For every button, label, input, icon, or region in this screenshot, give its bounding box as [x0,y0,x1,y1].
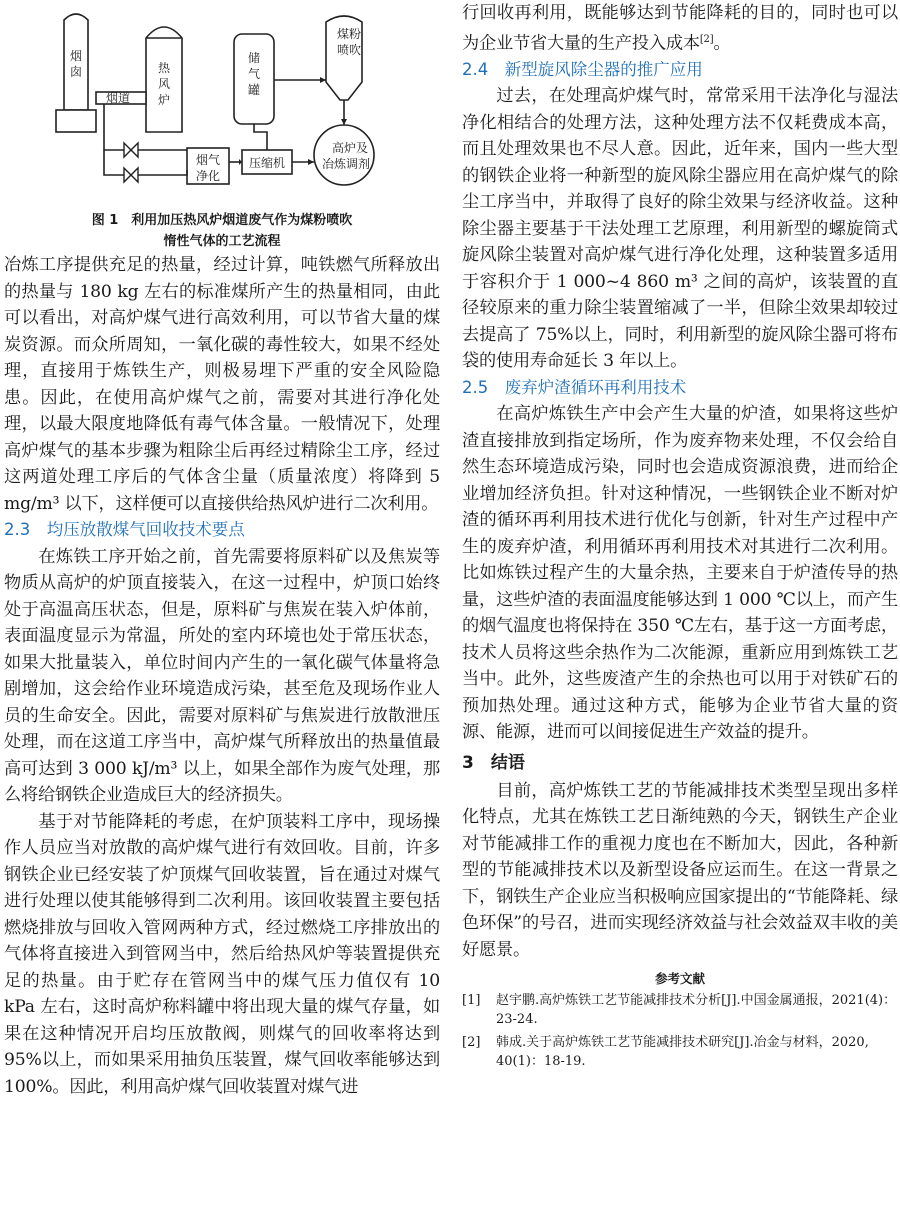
paragraph: 目前，高炉炼铁工艺的节能减排技术类型呈现出多样化特点，尤其在炼铁工艺日渐纯熟的今天，钢铁生产企业对节能减排工作的重视力度也在不断加大，因此，各种新型的节能减排技术以及新型设备应运而生。在这一背景之下，钢铁生产企业应当积极响应国家提出的“节能降耗、绿色环保”的号召，进而实现经济效益与社会效益双丰收的美好愿景。 [462,780,898,960]
figure-caption-2: 惰性气体的工艺流程 [163,234,281,249]
reference-item [462,991,898,1029]
process-flow-figure [4,0,440,210]
reference-number: [1] [462,993,481,1009]
reference-text: 韩成.关于高炉炼铁工艺节能减排技术研究[J].冶金与材料，2020, 40(1)：18-19. [496,1035,869,1070]
chimney-label-2: 囱 [70,65,83,79]
svg-text:冶炼调剂: 冶炼调剂 [322,157,371,171]
compressor-label: 压缩机 [249,156,286,170]
chimney-label-1: 烟 [70,49,83,63]
paragraph: 基于对节能降耗的考虑，在炉顶装料工序中，现场操作人员应当对放散的高炉煤气进行有效回收。目前，许多钢铁企业已经安装了炉顶煤气回收装置，旨在通过对煤气进行处理以使其能够得到二次利用。该回收装置主要包括燃烧排放与回收入管网两种方式，经过燃烧工序排放出的气体将直接进入到管网当中，然后给热风炉等装置提供充足的热量。由于贮存在管网当中的煤气压力值仅有 10 kPa 左右，这时高炉称料罐中将出现大量的煤气存量，如果在这种情况开启均压放散阀，则煤气的回收率将达到 95%以上，而如果采用抽负压装置，煤气回收率能够达到 100%。因此，利用高炉煤气回收装置对煤气进 [4,811,440,1097]
paragraph: 在高炉炼铁生产中会产生大量的炉渣，如果将这些炉渣直接排放到指定场所，作为废弃物来处理，不仅会给自然生态环境造成污染，同时也会造成资源浪费，进而给企业增加经济负担。针对这种情况，一些钢铁企业不断对炉渣的循环再利用技术进行优化与创新，针对生产过程中产生的废弃炉渣，利用循环再利用技术对其进行二次利用。比如炼铁过程产生的大量余热，主要来自于炉渣传导的热量，这些炉渣的表面温度能够达到 1 000 ℃以上，而产生的烟气温度也将保持在 350 ℃左右，基于这一方面考虑，技术人员将这些余热作为二次能源，重新应用到炼铁工艺当中。此外，这些废渣产生的余热也可以用于对铁矿石的预加热处理。通过这种方式，能够为企业节省大量的资源、能源，进而可以间接促进生产效益的提升。 [462,404,898,743]
svg-text:烟气: 烟气 [196,153,221,167]
svg-text:热: 热 [158,61,171,75]
svg-text:罐: 罐 [248,83,261,97]
left-column [4,0,440,1100]
right-column [462,0,898,1075]
svg-text:风: 风 [158,77,171,91]
citation-2: [2] [699,33,714,45]
section-heading-2-3: 2.3 均压放散煤气回收技术要点 [4,520,245,539]
svg-text:气: 气 [248,67,261,81]
reference-item [462,1033,898,1071]
chimney-base [56,110,96,132]
figure-caption-1: 图 1 利用加压热风炉烟道废气作为煤粉喷吹 [91,213,353,228]
svg-text:煤粉: 煤粉 [337,27,362,41]
section-heading-2-4: 2.4 新型旋风除尘器的推广应用 [462,59,703,79]
section-heading-2-5: 2.5 废弃炉渣循环再利用技术 [462,377,687,397]
svg-text:高炉及: 高炉及 [332,141,369,155]
reference-text: 赵宇鹏.高炉炼铁工艺节能减排技术分析[J].中国金属通报，2021(4)：23-24. [496,993,897,1028]
svg-text:储: 储 [248,51,261,65]
section-heading-3: 3 结语 [462,752,525,773]
reference-number: [2] [462,1035,481,1051]
paragraph: 过去，在处理高炉煤气时，常常采用干法净化与湿法净化相结合的处理方法，这种处理方法不仅耗费成本高，而且处理效果也不尽人意。因此，近年来，国内一些大型的钢铁企业将一种新型的旋风除尘器应用在高炉煤气的除尘工序当中，并取得了良好的除尘效果与经济收益。这种除尘器主要基于干法处理工艺原理，利用新型的螺旋筒式旋风除尘装置对高炉煤气进行净化处理，这种装置多适用于容积介于 1 000~4 860 m³ 之间的高炉，该装置的直径较原来的重力除尘装置缩减了一半，但除尘效果却较过去提高了 75%以上，同时，利用新型的旋风除尘器可将布袋的使用寿命延长 3 年以上。 [462,86,898,372]
flue-label: 烟道 [106,91,131,105]
valve-icon [124,143,138,157]
paragraph: 在炼铁工序开始之前，首先需要将原料矿以及焦炭等物质从高炉的炉顶直接装入，在这一过程中，炉顶口始终处于高温高压状态，但是，原料矿与焦炭在装入炉体前，表面温度显示为常温，所处的室内环境也处于常压状态，如果大批量装入，单位时间内产生的一氧化碳气体量将急剧增加，这会给作业环境造成污染，甚至危及现场作业人员的生命安全。因此，需要对原料矿与焦炭进行放散泄压处理，而在这道工序当中，高炉煤气所释放出的热量值最高可达到 3 000 kJ/m³ 以上，如果全部作为废气处理，那么将给钢铁企业造成巨大的经济损失。 [4,546,440,805]
svg-text:喷吹: 喷吹 [337,43,362,57]
paragraph: 冶炼工序提供充足的热量，经过计算，吨铁燃气所释放出的热量与 180 kg 左右的标准煤所产生的热量相同，由此可以看出，对高炉煤气进行高效利用，可以节省大量的煤炭资源。而众所周知，一氧化碳的毒性较大，如果不经处理，直接用于炼铁生产，则极易埋下严重的安全风险隐患。因此，在使用高炉煤气之前，需要对其进行净化处理，以最大限度地降低有毒气体含量。一般情况下，处理高炉煤气的基本步骤为粗除尘后再经过精除尘工序，经过这两道处理工序后的气体含尘量（质量浓度）将降到 5 mg/m³ 以下，这样便可以直接供给热风炉进行二次利用。 [4,255,440,514]
valve-icon [124,168,138,182]
blast-furnace-circle [314,125,374,185]
svg-text:炉: 炉 [158,93,171,107]
references-title: 参考文献 [654,971,705,987]
paragraph: 行回收再利用，既能够达到节能降耗的目的，同时也可以为企业节省大量的生产投入成本[2]。 [462,3,898,54]
svg-text:净化: 净化 [196,169,221,183]
